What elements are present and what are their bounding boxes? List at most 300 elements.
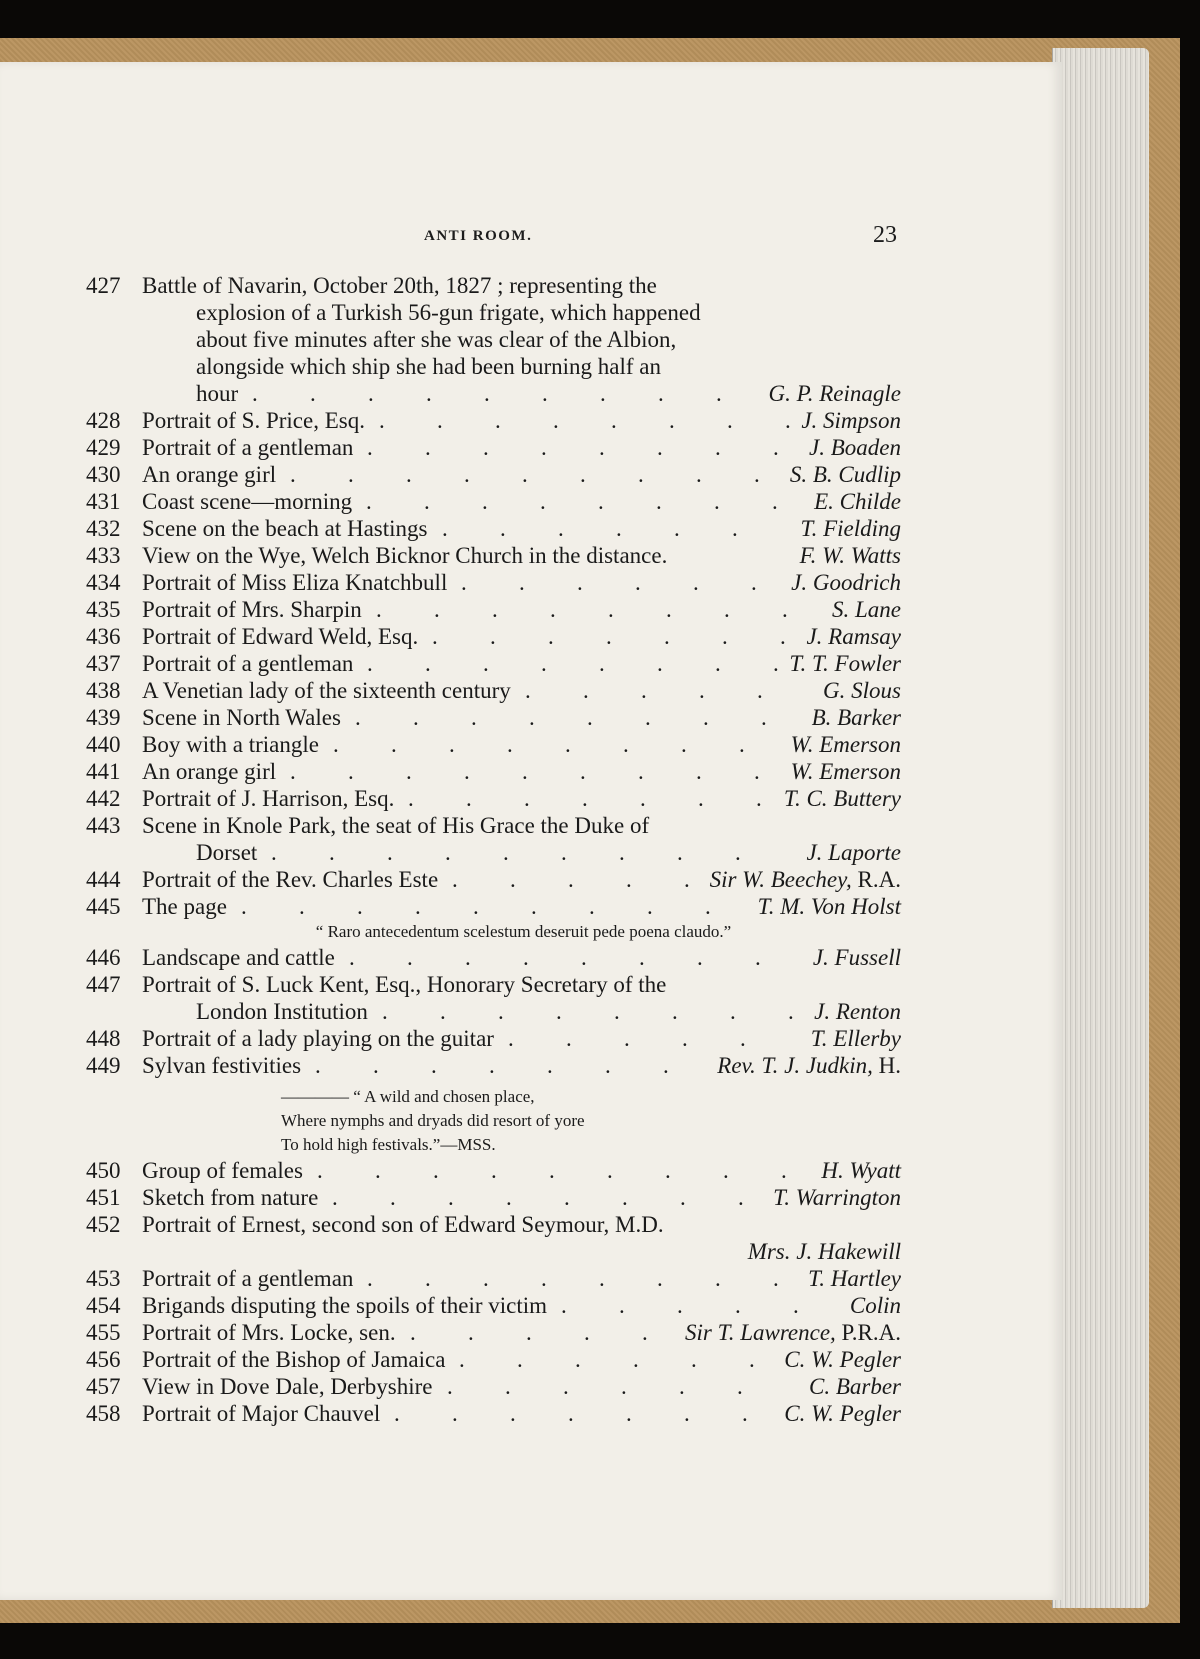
entry-number: 454 — [86, 1293, 121, 1318]
leader-dot: . — [730, 999, 736, 1024]
leader-dot: . — [657, 1266, 663, 1291]
leader-dot: . — [781, 1158, 787, 1183]
artist-honour: H. — [878, 1053, 901, 1078]
list-item — [86, 488, 901, 515]
leader-dot: . — [722, 624, 728, 649]
entry-title: A Venetian lady of the sixteenth century — [142, 678, 511, 703]
leader-dot: . — [355, 705, 361, 730]
leader-dot: . — [647, 894, 653, 919]
artist-name: J. Laporte — [802, 839, 901, 866]
entry-number: 453 — [86, 1266, 121, 1291]
leader-dot: . — [788, 999, 794, 1024]
entry-title: Portrait of Mrs. Sharpin — [142, 597, 362, 622]
leader-dot: . — [271, 840, 277, 865]
leader-dot: . — [379, 408, 385, 433]
leader-dot: . — [732, 516, 738, 541]
artist-name: W. Emerson — [787, 758, 901, 785]
leader-dot: . — [508, 1026, 514, 1051]
entry-title: about five minutes after she was clear of the Albion, — [196, 327, 677, 352]
list-item-continuation — [86, 839, 901, 866]
catalogue-list — [86, 272, 901, 1427]
leader-dot: . — [241, 894, 247, 919]
leader-dot: . — [452, 1401, 458, 1426]
entry-title: Portrait of Ernest, second son of Edward Seymour, M.D. — [142, 1212, 664, 1237]
entry-number: 438 — [86, 678, 121, 703]
entry-title: An orange girl — [142, 759, 277, 784]
leader-dot: . — [677, 1293, 683, 1318]
list-item — [86, 623, 901, 650]
leader-dot: . — [510, 867, 516, 892]
leader-dot: . — [564, 1185, 570, 1210]
entry-title: Portrait of Mrs. Locke, sen. — [142, 1320, 396, 1345]
leader-dot: . — [541, 435, 547, 460]
leader-dot: . — [684, 867, 690, 892]
leader-dot: . — [550, 597, 556, 622]
entry-number: 429 — [86, 435, 121, 460]
leader-dot: . — [691, 1347, 697, 1372]
leader-dot: . — [549, 1158, 555, 1183]
leader-dot: . — [368, 381, 374, 406]
leader-dot: . — [510, 1401, 516, 1426]
entry-number: 451 — [86, 1185, 121, 1210]
leader-dot: . — [623, 732, 629, 757]
leader-dot: . — [547, 1053, 553, 1078]
leader-dot: . — [599, 651, 605, 676]
leader-dot: . — [605, 1053, 611, 1078]
list-item — [86, 461, 901, 488]
leader-dot: . — [754, 759, 760, 784]
leader-dot: . — [606, 624, 612, 649]
leader-dot: . — [772, 489, 778, 514]
list-item — [86, 569, 901, 596]
leader-dot: . — [483, 435, 489, 460]
list-item — [86, 758, 901, 785]
verse-line — [86, 1085, 901, 1109]
leader-dot: . — [483, 1266, 489, 1291]
leader-dot: . — [599, 435, 605, 460]
leader-dot: . — [715, 651, 721, 676]
leader-dot: . — [622, 1185, 628, 1210]
entry-number: 430 — [86, 462, 121, 487]
leader-dot: . — [489, 1053, 495, 1078]
leader-dot: . — [519, 570, 525, 595]
leader-dot: . — [445, 840, 451, 865]
page-number: 23 — [873, 222, 897, 248]
leader-dot: . — [785, 408, 791, 433]
entry-title: Scene on the beach at Hastings — [142, 516, 428, 541]
verse-line — [86, 1109, 901, 1133]
entry-number: 456 — [86, 1347, 121, 1372]
leader-dot: . — [580, 462, 586, 487]
entry-title: Portrait of the Bishop of Jamaica — [142, 1347, 446, 1372]
list-item-continuation — [86, 353, 901, 380]
artist-name: Colin — [846, 1292, 901, 1319]
leader-dot: . — [621, 1374, 627, 1399]
leader-dot: . — [580, 759, 586, 784]
leader-dot: . — [684, 1401, 690, 1426]
list-item — [86, 704, 901, 731]
entry-title: explosion of a Turkish 56-gun frigate, which happened — [196, 300, 701, 325]
leader-dot: . — [714, 489, 720, 514]
leader-dot: . — [657, 435, 663, 460]
epigraph-text: “ Raro antecedentum scelestum deseruit pede poena claudo.” — [315, 922, 732, 941]
leader-dot: . — [553, 408, 559, 433]
leader-dot: . — [459, 1347, 465, 1372]
entry-number: 449 — [86, 1053, 121, 1078]
leader-dot: . — [584, 1320, 590, 1345]
leader-dot: . — [607, 1158, 613, 1183]
leader-dot: . — [645, 705, 651, 730]
leader-dot: . — [727, 408, 733, 433]
entry-title: Coast scene—morning — [142, 489, 353, 514]
leader-dot: . — [367, 1266, 373, 1291]
list-item — [86, 1157, 901, 1184]
entry-title: Portrait of Edward Weld, Esq. — [142, 624, 419, 649]
entry-number: 427 — [86, 273, 121, 298]
entry-title: Portrait of J. Harrison, Esq. — [142, 786, 395, 811]
entry-title: Portrait of Major Chauvel — [142, 1401, 381, 1426]
list-item — [86, 1346, 901, 1373]
leader-dot: . — [503, 840, 509, 865]
artist-name: F. W. Watts — [796, 542, 901, 569]
artist-name — [713, 1052, 901, 1079]
artist-name: B. Barker — [808, 704, 901, 731]
leader-dot: . — [697, 945, 703, 970]
leader-dot: . — [507, 732, 513, 757]
leader-dot: . — [566, 1026, 572, 1051]
leader-dot: . — [449, 732, 455, 757]
list-item-continuation — [86, 380, 901, 407]
leader-dot: . — [366, 489, 372, 514]
list-item — [86, 944, 901, 971]
list-item-continuation — [86, 326, 901, 353]
entry-number: 436 — [86, 624, 121, 649]
entry-title: Group of females — [142, 1158, 303, 1183]
leader-dot: . — [663, 1053, 669, 1078]
artist-name: S. B. Cudlip — [786, 461, 901, 488]
leader-dot: . — [315, 1053, 321, 1078]
leader-dot: . — [682, 1026, 688, 1051]
leader-dot: . — [626, 1401, 632, 1426]
leader-dot: . — [699, 678, 705, 703]
entry-title: Sketch from nature — [142, 1185, 319, 1210]
leader-dot: . — [491, 1158, 497, 1183]
entry-number: 445 — [86, 894, 121, 919]
entry-number: 446 — [86, 945, 121, 970]
entry-title: Scene in North Wales — [142, 705, 341, 730]
list-item-continuation — [86, 299, 901, 326]
leader-dot: . — [715, 435, 721, 460]
leader-dot: . — [583, 678, 589, 703]
leader-dot: . — [641, 678, 647, 703]
leader-dot: . — [382, 999, 388, 1024]
leader-dot: . — [633, 1347, 639, 1372]
list-item — [86, 1265, 901, 1292]
artist-name: W. Emerson — [787, 731, 901, 758]
artist-name-text: Rev. T. J. Judkin, — [717, 1053, 873, 1078]
leader-dot: . — [793, 1293, 799, 1318]
entry-number: 455 — [86, 1320, 121, 1345]
artist-honour: R.A. — [857, 867, 901, 892]
leader-dot: . — [740, 1026, 746, 1051]
leader-dot: . — [390, 1185, 396, 1210]
leader-dot: . — [348, 462, 354, 487]
leader-dot: . — [473, 894, 479, 919]
leader-dot: . — [406, 462, 412, 487]
entry-number: 450 — [86, 1158, 121, 1183]
leader-dot: . — [680, 1185, 686, 1210]
leader-dot: . — [525, 678, 531, 703]
entry-number: 433 — [86, 543, 121, 568]
entry-number: 448 — [86, 1026, 121, 1051]
list-item — [86, 785, 901, 812]
entry-number: 432 — [86, 516, 121, 541]
leader-dot: . — [681, 732, 687, 757]
leader-dot: . — [542, 381, 548, 406]
leader-dot: . — [754, 462, 760, 487]
leader-dot: . — [756, 786, 762, 811]
epigraph-quote — [86, 920, 901, 944]
entry-title: Landscape and cattle — [142, 945, 335, 970]
leader-dot: . — [696, 759, 702, 784]
verse-text: To hold high festivals.”—MSS. — [281, 1135, 496, 1154]
leader-dot: . — [540, 489, 546, 514]
leader-dot: . — [471, 705, 477, 730]
artist-name: J. Fussell — [809, 944, 901, 971]
leader-dot: . — [548, 624, 554, 649]
entry-title: Portrait of a gentleman — [142, 651, 354, 676]
entry-title: Boy with a triangle — [142, 732, 319, 757]
entry-title: Portrait of Miss Eliza Knatchbull — [142, 570, 448, 595]
list-item — [86, 866, 901, 893]
list-item — [86, 1292, 901, 1319]
leader-dot: . — [492, 597, 498, 622]
leader-dot: . — [724, 597, 730, 622]
entry-number: 434 — [86, 570, 121, 595]
artist-name-text: Sir T. Lawrence, — [685, 1320, 836, 1345]
artist-name: G. P. Reinagle — [765, 380, 901, 407]
page-edges — [1052, 48, 1149, 1608]
leader-dot: . — [433, 1158, 439, 1183]
leader-dot: . — [616, 516, 622, 541]
leader-dot: . — [568, 867, 574, 892]
leader-dot: . — [626, 867, 632, 892]
entry-title: hour — [196, 381, 239, 406]
leader-dot: . — [290, 759, 296, 784]
artist-honour: P.R.A. — [841, 1320, 901, 1345]
list-item — [86, 731, 901, 758]
leader-dot: . — [387, 840, 393, 865]
list-item — [86, 650, 901, 677]
leader-dot: . — [608, 597, 614, 622]
leader-dot: . — [425, 435, 431, 460]
leader-dot: . — [468, 1320, 474, 1345]
leader-dot: . — [406, 759, 412, 784]
list-item — [86, 1373, 901, 1400]
entry-number: 458 — [86, 1401, 121, 1426]
leader-dot: . — [619, 1293, 625, 1318]
artist-name: C. W. Pegler — [780, 1400, 901, 1427]
leader-dot: . — [674, 516, 680, 541]
leader-dot: . — [735, 840, 741, 865]
entry-number: 431 — [86, 489, 121, 514]
leader-dot: . — [408, 786, 414, 811]
leader-dot: . — [367, 435, 373, 460]
leader-dot: . — [349, 945, 355, 970]
leader-dot: . — [568, 1401, 574, 1426]
leader-dot: . — [598, 489, 604, 514]
entry-number: 452 — [86, 1212, 121, 1237]
leader-dot: . — [498, 999, 504, 1024]
leader-dot: . — [716, 381, 722, 406]
artist-name: T. M. Von Holst — [754, 893, 901, 920]
leader-dot: . — [757, 678, 763, 703]
leader-dot: . — [299, 894, 305, 919]
entry-number: 441 — [86, 759, 121, 784]
leader-dot: . — [624, 1026, 630, 1051]
leader-dot: . — [563, 1374, 569, 1399]
entry-title: Battle of Navarin, October 20th, 1827 ; representing the — [142, 273, 657, 298]
leader-dot: . — [672, 999, 678, 1024]
entry-number: 443 — [86, 813, 121, 838]
leader-dot: . — [773, 435, 779, 460]
leader-dot: . — [556, 999, 562, 1024]
leader-dot: . — [657, 651, 663, 676]
leader-dot: . — [357, 894, 363, 919]
leader-dot: . — [464, 759, 470, 784]
leader-dot: . — [373, 1053, 379, 1078]
leader-dot: . — [755, 945, 761, 970]
entry-title: View on the Wye, Welch Bicknor Church in the distance. — [142, 543, 668, 568]
leader-dot: . — [665, 1158, 671, 1183]
leader-dot: . — [524, 786, 530, 811]
leader-dot: . — [723, 1158, 729, 1183]
leader-dot: . — [367, 651, 373, 676]
entry-title: London Institution — [196, 999, 368, 1024]
leader-dot: . — [461, 570, 467, 595]
leader-dot: . — [640, 786, 646, 811]
list-item — [86, 596, 901, 623]
artist-name: T. Hartley — [804, 1265, 901, 1292]
list-item — [86, 971, 901, 998]
page-title: ANTI ROOM. — [424, 228, 533, 244]
leader-dot: . — [447, 1374, 453, 1399]
leader-dot: . — [658, 381, 664, 406]
leader-dot: . — [495, 408, 501, 433]
list-item-continuation — [86, 1238, 901, 1265]
leader-dot: . — [505, 1374, 511, 1399]
leader-dot: . — [561, 1293, 567, 1318]
leader-dot: . — [500, 516, 506, 541]
artist-name: J. Ramsay — [802, 623, 901, 650]
leader-dot: . — [642, 1320, 648, 1345]
leader-dot: . — [483, 651, 489, 676]
list-item-continuation — [86, 998, 901, 1025]
leader-dot: . — [329, 840, 335, 865]
leader-dot: . — [738, 1185, 744, 1210]
entry-title: Dorset — [196, 840, 258, 865]
leader-dot: . — [348, 759, 354, 784]
list-item — [86, 1400, 901, 1427]
leader-dot: . — [526, 1320, 532, 1345]
leader-dot: . — [332, 1185, 338, 1210]
leader-dot: . — [614, 999, 620, 1024]
leader-dot: . — [589, 894, 595, 919]
leader-dot: . — [677, 840, 683, 865]
verse-line — [86, 1133, 901, 1157]
artist-name: J. Renton — [810, 998, 901, 1025]
leader-dot: . — [506, 1185, 512, 1210]
list-item — [86, 1052, 901, 1079]
artist-name-text: Sir W. Beechey, — [709, 867, 852, 892]
leader-dot: . — [582, 786, 588, 811]
list-item — [86, 515, 901, 542]
leader-dot: . — [376, 597, 382, 622]
leader-dot: . — [639, 945, 645, 970]
leader-dot: . — [635, 570, 641, 595]
running-header — [0, 222, 900, 252]
verse-text: ———— “ A wild and chosen place, — [281, 1087, 535, 1106]
list-item — [86, 1211, 901, 1238]
entry-title: Portrait of a gentleman — [142, 435, 354, 460]
artist-name: T. T. Fowler — [785, 650, 901, 677]
list-item — [86, 893, 901, 920]
entry-title: Portrait of S. Luck Kent, Esq., Honorary Secretary of the — [142, 972, 667, 997]
leader-dot: . — [696, 462, 702, 487]
leader-dot: . — [522, 759, 528, 784]
list-item — [86, 1184, 901, 1211]
artist-name: S. Lane — [828, 596, 901, 623]
leader-dot: . — [611, 408, 617, 433]
leader-dot: . — [442, 516, 448, 541]
list-item — [86, 677, 901, 704]
entry-number: 447 — [86, 972, 121, 997]
entry-number: 428 — [86, 408, 121, 433]
entry-title: Portrait of a lady playing on the guitar — [142, 1026, 494, 1051]
leader-dot: . — [656, 489, 662, 514]
leader-dot: . — [782, 597, 788, 622]
artist-name: T. Fielding — [796, 515, 901, 542]
leader-dot: . — [541, 651, 547, 676]
entry-title: alongside which ship she had been burning half an — [196, 354, 661, 379]
entry-number: 444 — [86, 867, 121, 892]
leader-dot: . — [375, 1158, 381, 1183]
artist-name: Mrs. J. Hakewill — [744, 1238, 901, 1265]
artist-name — [706, 866, 901, 893]
leader-dot: . — [434, 597, 440, 622]
leader-dot: . — [749, 1347, 755, 1372]
leader-dot: . — [619, 840, 625, 865]
leader-dot: . — [464, 462, 470, 487]
leader-dot: . — [735, 1293, 741, 1318]
entry-title: Sylvan festivities — [142, 1053, 302, 1078]
list-item — [86, 542, 901, 569]
leader-dot: . — [407, 945, 413, 970]
leader-dot: . — [587, 705, 593, 730]
leader-dot: . — [310, 381, 316, 406]
leader-dot: . — [437, 408, 443, 433]
leader-dot: . — [531, 894, 537, 919]
leader-dot: . — [638, 462, 644, 487]
list-item — [86, 1319, 901, 1346]
entry-title: Brigands disputing the spoils of their victim — [142, 1293, 548, 1318]
leader-dot: . — [780, 624, 786, 649]
leader-dot: . — [600, 381, 606, 406]
leader-dot: . — [484, 381, 490, 406]
leader-dot: . — [558, 516, 564, 541]
leader-dot: . — [742, 1401, 748, 1426]
artist-name: C. W. Pegler — [780, 1346, 901, 1373]
